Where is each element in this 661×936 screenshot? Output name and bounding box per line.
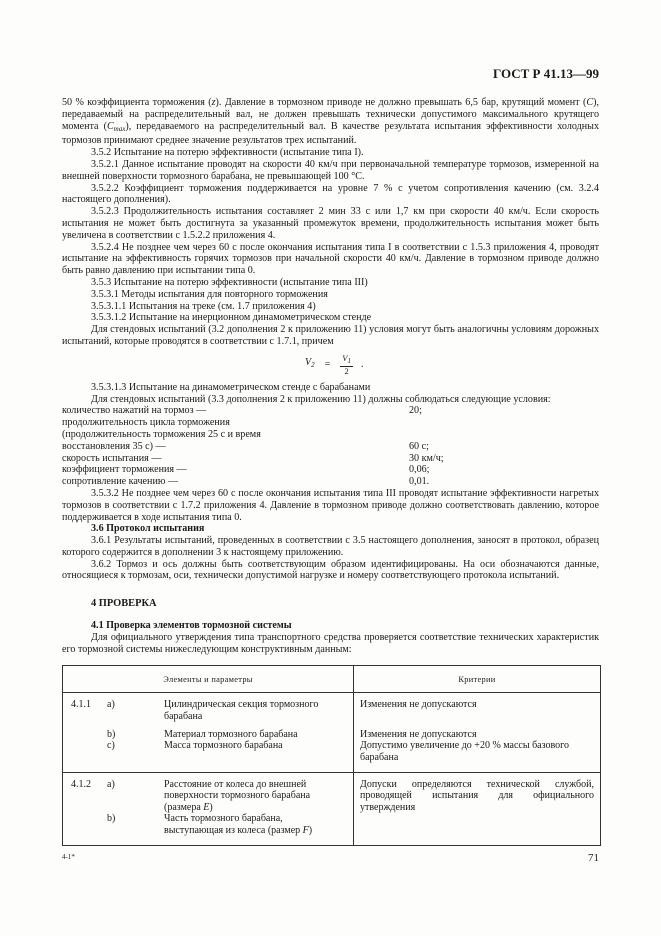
table-criterion: Допустимо увеличение до +20 % массы базового барабана	[360, 740, 569, 764]
clause-3-5-3-1-2: 3.5.3.1.2 Испытание на инерционном динамометрическом стенде	[91, 312, 372, 324]
clause-3-6-1: 3.6.1 Результаты испытаний, проведенных в соответствии с 3.5 настоящего дополнения, заносят в протокол, образец которого содержится в дополнении 3 к настоящему приложению.	[62, 535, 599, 558]
table-item: 4.1.1 a) Цилиндрическая секция тормозного барабана	[71, 699, 319, 723]
speed-formula: $V_2$ = $\frac{V_1}{2}$ .	[305, 352, 364, 376]
paragraph-continuation: 50 % коэффициента торможения (z). Давление в тормозном приводе не должно превышать 6,5 бар, крутящий момент (C), передаваемый на распределительный вал, не должен превышать технически допустимого максимального крутящего момента $(C_{max})$, передаваемого на распределительный вал. В качестве результата испытания эффективности холодных тормозов принимают среднее значение результатов трех испытаний.	[62, 97, 599, 147]
clause-3-5-3-1-3: 3.5.3.1.3 Испытание на динамометрическом стенде с барабанами	[91, 381, 371, 393]
formula-equals: =	[324, 358, 331, 370]
table-row-4-1-2	[63, 773, 600, 845]
condition-row: количество нажатий на тормоз — 20;	[62, 405, 422, 417]
clause-4-1-heading: 4.1 Проверка элементов тормозной системы	[91, 620, 292, 632]
conditions-list	[62, 405, 599, 488]
criteria-table	[62, 665, 601, 845]
table-item: b) Часть тормозного барабана, выступающая из колеса (размер F)	[107, 813, 313, 837]
clause-3-5-2-3: 3.5.2.3 Продолжительность испытания составляет 2 мин 33 с или 1,7 км при скорости 40 км/ч. Если скорость испытания не может быть достигнута за указанный промежуток времени, продолжительность испытания может быть увеличена в соответствии с 1.5.2.2 приложения 4.	[62, 206, 599, 241]
stand-test-paragraph: Для стендовых испытаний (3.2 дополнения 2 к приложению 11) условия могут быть аналогичны условиям дорожных испытаний, которые проводятся в соответствии с 1.7.1, причем	[62, 324, 599, 347]
table-header-elements: Элементы и параметры	[163, 674, 253, 684]
clause-3-5-2: 3.5.2 Испытание на потерю эффективности (испытание типа I).	[91, 147, 364, 159]
table-header-criteria: Критерии	[353, 666, 600, 692]
condition-row: продолжительность цикла торможения	[62, 417, 230, 429]
clause-3-5-2-2: 3.5.2.2 Коэффициент торможения поддерживается на уровне 7 % с учетом сопротивления качению (см. 3.2.4 настоящего дополнения).	[62, 182, 599, 206]
clause-3-5-2-4: 3.5.2.4 Не позднее чем через 60 с после окончания испытания типа I в соответствии с 1.5.3 приложения 4, проводят испытание на эффективность горячих тормозов при начальной скорости 40 км/ч. Давление в тормозном приводе должно быть равно давлению при испытании типа 0.	[62, 241, 599, 277]
stand-conditions-intro: Для стендовых испытаний (3.3 дополнения 2 к приложению 11) должны соблюдаться следующие условия:	[91, 393, 551, 405]
clause-4-1-text: Для официального утверждения типа транспортного средства проверяется соответствие технических характеристик его тормозной системы нижеследующим конструктивным данным:	[62, 631, 599, 655]
table-criterion: Изменения не допускаются	[360, 728, 477, 740]
condition-row: скорость испытания — 30 км/ч;	[62, 452, 444, 464]
condition-row: коэффициент торможения — 0,06;	[62, 464, 430, 476]
clause-3-5-3-1-1: 3.5.3.1.1 Испытания на треке (см. 1.7 приложения 4)	[91, 300, 316, 312]
table-row-4-1-1	[63, 693, 600, 772]
formula-fraction: $\frac{V_1}{2}$	[342, 352, 351, 376]
table-header	[63, 666, 600, 693]
clause-3-6-heading: 3.6 Протокол испытания	[91, 523, 205, 535]
document-body	[62, 97, 599, 846]
page-number: 71	[588, 852, 599, 864]
condition-row: (продолжительность торможения 25 с и время	[62, 428, 261, 440]
table-item: c) Масса тормозного барабана	[107, 740, 283, 752]
clause-3-5-3-2: 3.5.3.2 Не позднее чем через 60 с после окончания испытания типа III проводят испытание эффективности нагретых тормозов в соответствии с 1.7.2 приложения 4. Давление в тормозном приводе должно соответствовать давлению, которое поддерживается в ходе испытания типа 0.	[62, 487, 599, 523]
section-4-heading: 4 ПРОВЕРКА	[91, 598, 157, 610]
table-item: 4.1.2 a) Расстояние от колеса до внешней поверхности тормозного барабана (размера E)	[71, 778, 311, 813]
clause-3-6-2: 3.6.2 Тормоз и ось должны быть соответствующим образом идентифицированы. На оси обозначаются данные, относящиеся к тормозам, оси, технически допустимой нагрузке и номеру соответствующего протокола испытаний.	[62, 558, 599, 582]
condition-row: сопротивление качению — 0,01.	[62, 476, 430, 488]
condition-row: восстановления 35 с) — 60 с;	[62, 440, 429, 452]
document-code: ГОСТ Р 41.13—99	[493, 66, 599, 81]
clause-3-5-3-1: 3.5.3.1 Методы испытания для повторного торможения	[91, 288, 328, 300]
table-criterion: Изменения не допускаются	[360, 699, 477, 711]
clause-3-5-2-1: 3.5.2.1 Данное испытание проводят на скорости 40 км/ч при первоначальной температуре тормозов, измеренной на внешней поверхности тормозного барабана, не превышающей 100 °C.	[62, 158, 599, 182]
table-item: b) Материал тормозного барабана	[107, 728, 298, 740]
table-criterion: Допуски определяются технической службой, проводящей испытания для официального утверждения	[360, 778, 594, 813]
clause-3-5-3: 3.5.3 Испытание на потерю эффективности (испытание типа III)	[91, 276, 368, 288]
formula-lhs: $V_2$	[305, 357, 315, 370]
footer-mark: 4-1*	[62, 853, 75, 861]
